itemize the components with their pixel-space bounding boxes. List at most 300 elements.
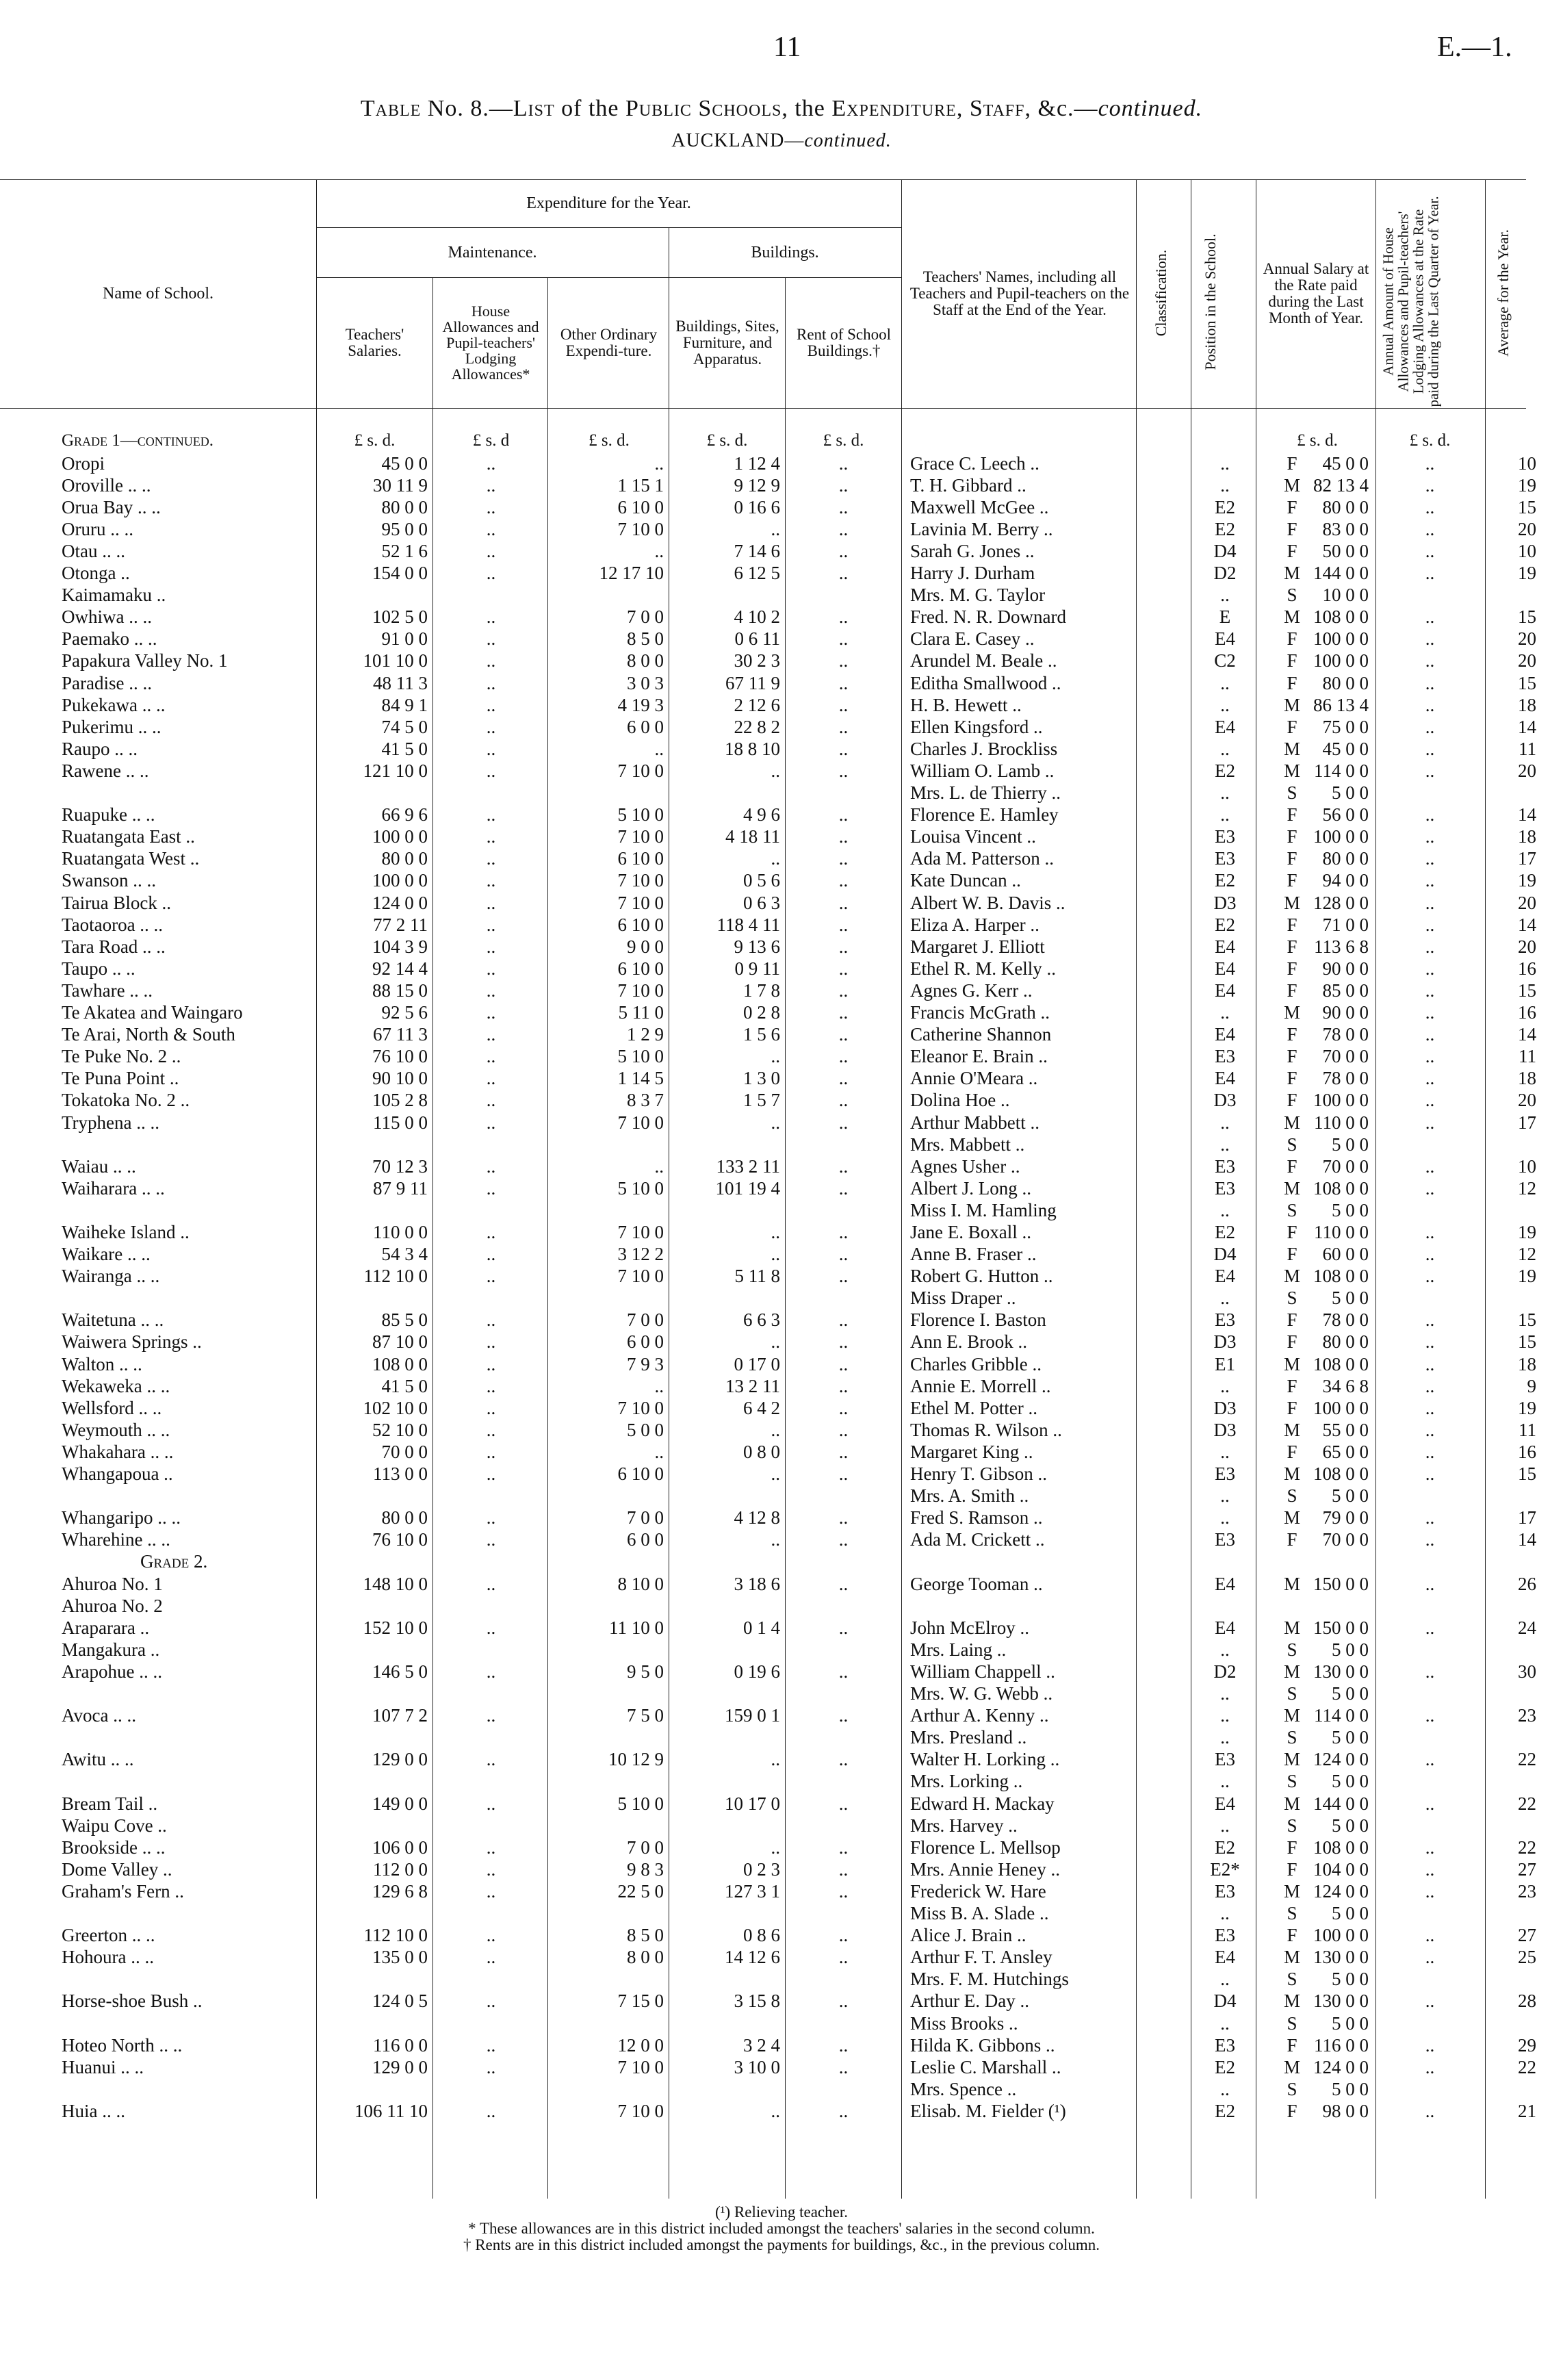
salary-cell: 5 0 0	[1332, 1771, 1369, 1791]
house-cell: ..	[486, 1881, 496, 1902]
school-name: Paradise .. ..	[62, 673, 152, 693]
position-cell: F	[1287, 980, 1297, 1001]
salary-cell: 78 0 0	[1322, 1068, 1369, 1088]
average-cell: 15	[1518, 497, 1536, 517]
salary-cell: 110 0 0	[1314, 1222, 1369, 1242]
teacher-name-cell: Mrs. Harvey ..	[910, 1815, 1018, 1836]
salaries-cell: 102 10 0	[363, 1398, 428, 1418]
salary-cell: 86 13 4	[1313, 695, 1369, 715]
buildings-cell: 5 11 8	[734, 1266, 780, 1286]
average-cell: 20	[1518, 760, 1536, 781]
buildings-cell: 3 10 0	[734, 2057, 780, 2077]
position-cell: S	[1287, 1200, 1297, 1220]
salary-cell: 124 0 0	[1313, 1881, 1369, 1902]
teacher-name-cell: Arthur F. T. Ansley	[910, 1947, 1052, 1967]
salaries-cell: 87 9 11	[373, 1178, 428, 1199]
other-cell: 1 15 1	[617, 475, 664, 496]
position-cell: F	[1287, 2101, 1297, 2121]
other-cell: 7 10 0	[617, 1266, 664, 1286]
classification-cell: ..	[1220, 1376, 1230, 1396]
rent-cell: ..	[838, 1793, 849, 1814]
table-row	[0, 1134, 1563, 1155]
house-cell: ..	[486, 541, 496, 561]
buildings-cell: 118 4 11	[716, 914, 780, 935]
rent-cell: ..	[838, 1463, 849, 1484]
rent-cell: ..	[838, 1090, 849, 1110]
position-cell: M	[1283, 475, 1300, 496]
table-row	[0, 1243, 1563, 1265]
house-cell: ..	[486, 563, 496, 583]
school-name: Whakahara .. ..	[62, 1442, 174, 1462]
school-name: Wekaweka .. ..	[62, 1376, 170, 1396]
position-cell: F	[1287, 1376, 1297, 1396]
classification-cell: E3	[1215, 848, 1235, 869]
average-cell: 17	[1518, 1507, 1536, 1528]
salary-cell: 80 0 0	[1322, 1331, 1369, 1352]
rent-cell: ..	[838, 717, 849, 737]
rent-cell: ..	[838, 1266, 849, 1286]
header-buildings: Buildings.	[751, 243, 819, 261]
average-cell: 27	[1518, 1859, 1536, 1880]
rent-cell: ..	[838, 958, 849, 979]
other-cell: 7 0 0	[627, 1507, 664, 1528]
allowance-cell: ..	[1425, 1859, 1435, 1880]
table-title	[0, 96, 1563, 122]
teacher-name-cell: Mrs. F. M. Hutchings	[910, 1969, 1069, 1989]
table-row	[0, 804, 1563, 826]
subtitle-continued: continued.	[804, 130, 892, 151]
position-cell: F	[1287, 848, 1297, 869]
classification-cell: ..	[1220, 782, 1230, 803]
table-row	[0, 1221, 1563, 1243]
classification-cell: ..	[1220, 1485, 1230, 1506]
average-cell: 18	[1518, 826, 1536, 847]
table-row	[0, 1617, 1563, 1639]
buildings-cell: 0 8 6	[743, 1925, 780, 1945]
allowance-cell: ..	[1425, 1507, 1435, 1528]
buildings-cell: 127 3 1	[725, 1881, 780, 1902]
house-cell: ..	[486, 1925, 496, 1945]
currency-unit: £ s. d.	[1409, 431, 1451, 450]
school-name: Owhiwa .. ..	[62, 606, 152, 627]
table-row	[0, 2056, 1563, 2078]
average-cell: 20	[1518, 1090, 1536, 1110]
other-cell: 7 10 0	[617, 893, 664, 913]
house-cell: ..	[486, 980, 496, 1001]
salary-cell: 78 0 0	[1322, 1024, 1369, 1045]
salaries-cell: 106 11 10	[354, 2101, 428, 2121]
allowance-cell: ..	[1425, 1068, 1435, 1088]
rent-cell: ..	[838, 1529, 849, 1550]
classification-cell: ..	[1220, 1288, 1230, 1308]
title-of1: of the	[554, 96, 625, 121]
other-cell: ..	[654, 739, 664, 759]
allowance-cell: ..	[1425, 1574, 1435, 1594]
buildings-cell: 13 2 11	[725, 1376, 780, 1396]
teacher-name-cell: William O. Lamb ..	[910, 760, 1055, 781]
allowance-cell: ..	[1425, 695, 1435, 715]
rent-cell: ..	[838, 1398, 849, 1418]
buildings-cell: 133 2 11	[716, 1156, 780, 1177]
table-row	[0, 847, 1563, 869]
table-row	[0, 869, 1563, 891]
footnote-relieving: (¹) Relieving teacher.	[714, 2203, 848, 2221]
allowance-cell: ..	[1425, 1617, 1435, 1638]
salaries-cell: 74 5 0	[381, 717, 428, 737]
salary-cell: 80 0 0	[1322, 848, 1369, 869]
salary-cell: 5 0 0	[1332, 1200, 1369, 1220]
position-cell: F	[1287, 804, 1297, 825]
table-row	[0, 1287, 1563, 1309]
house-cell: ..	[486, 804, 496, 825]
salary-cell: 70 0 0	[1322, 1046, 1369, 1066]
classification-cell: ..	[1220, 1903, 1230, 1923]
school-name: Wellsford .. ..	[62, 1398, 162, 1418]
table-row	[0, 936, 1563, 958]
school-name: Arapohue .. ..	[62, 1661, 162, 1682]
house-cell: ..	[486, 1398, 496, 1418]
buildings-cell: 1 12 4	[734, 453, 780, 474]
buildings-cell: ..	[771, 1420, 780, 1440]
average-cell: 20	[1518, 936, 1536, 957]
header-buildings-sites: Buildings, Sites, Furniture, and Apparatus.	[675, 317, 779, 368]
rent-cell: ..	[838, 541, 849, 561]
classification-cell: ..	[1220, 1705, 1230, 1726]
position-cell: F	[1287, 673, 1297, 693]
other-cell: 5 10 0	[617, 1046, 664, 1066]
average-cell: 19	[1518, 475, 1536, 496]
buildings-cell: 6 6 3	[743, 1309, 780, 1330]
buildings-cell: 0 8 0	[743, 1442, 780, 1462]
table-row	[0, 1902, 1563, 1924]
average-cell: 14	[1518, 717, 1536, 737]
position-cell: S	[1287, 1639, 1297, 1660]
position-cell: F	[1287, 717, 1297, 737]
rent-cell: ..	[838, 1222, 849, 1242]
rent-cell: ..	[838, 453, 849, 474]
other-cell: 6 10 0	[617, 848, 664, 869]
other-cell: 6 0 0	[627, 1529, 664, 1550]
average-cell: 16	[1518, 1002, 1536, 1023]
classification-cell: C2	[1214, 650, 1236, 671]
house-cell: ..	[486, 1947, 496, 1967]
rent-cell: ..	[838, 1331, 849, 1352]
salary-cell: 90 0 0	[1322, 958, 1369, 979]
allowance-cell: ..	[1425, 914, 1435, 935]
house-cell: ..	[486, 2057, 496, 2077]
other-cell: ..	[654, 1442, 664, 1462]
school-name: Waiwera Springs ..	[62, 1331, 202, 1352]
school-name: Raupo .. ..	[62, 739, 138, 759]
table-row	[0, 1968, 1563, 1990]
average-cell: 22	[1518, 2057, 1536, 2077]
average-cell: 10	[1518, 1156, 1536, 1177]
table-row	[0, 1199, 1563, 1221]
table-row	[0, 1661, 1563, 1682]
rent-cell: ..	[838, 1705, 849, 1726]
position-cell: S	[1287, 1485, 1297, 1506]
salary-cell: 100 0 0	[1313, 1090, 1369, 1110]
teacher-name-cell: Ada M. Patterson ..	[910, 848, 1054, 869]
table-row	[0, 2100, 1563, 2122]
salaries-cell: 124 0 5	[372, 1991, 428, 2011]
other-cell: 7 15 0	[617, 1991, 664, 2011]
table-row	[0, 1023, 1563, 1045]
allowance-cell: ..	[1425, 1881, 1435, 1902]
salary-cell: 5 0 0	[1332, 782, 1369, 803]
house-cell: ..	[486, 695, 496, 715]
salary-cell: 70 0 0	[1322, 1156, 1369, 1177]
position-cell: F	[1287, 1068, 1297, 1088]
school-name: Pukerimu .. ..	[62, 717, 162, 737]
salary-cell: 130 0 0	[1313, 1661, 1369, 1682]
table-row	[0, 584, 1563, 606]
classification-cell: E	[1219, 606, 1231, 627]
allowance-cell: ..	[1425, 848, 1435, 869]
salaries-cell: 112 10 0	[363, 1266, 428, 1286]
rent-cell: ..	[838, 826, 849, 847]
other-cell: 7 10 0	[617, 826, 664, 847]
classification-cell: ..	[1220, 1639, 1230, 1660]
school-name: Te Akatea and Waingaro	[62, 1002, 243, 1023]
allowance-cell: ..	[1425, 1331, 1435, 1352]
teacher-name-cell: Walter H. Lorking ..	[910, 1749, 1060, 1769]
position-cell: F	[1287, 1837, 1297, 1858]
salary-cell: 114 0 0	[1314, 1705, 1369, 1726]
header-other-expenditure: Other Ordinary Expendi-ture.	[560, 325, 658, 359]
salaries-cell: 104 3 9	[372, 936, 428, 957]
position-cell: M	[1283, 2057, 1300, 2077]
house-cell: ..	[486, 739, 496, 759]
allowance-cell: ..	[1425, 563, 1435, 583]
position-cell: S	[1287, 1134, 1297, 1155]
teacher-name-cell: Catherine Shannon	[910, 1024, 1052, 1045]
table-row	[0, 694, 1563, 716]
classification-cell: ..	[1220, 1727, 1230, 1748]
rent-cell: ..	[838, 1881, 849, 1902]
school-name: Graham's Fern ..	[62, 1881, 184, 1902]
classification-cell: E3	[1215, 1881, 1235, 1902]
position-cell: S	[1287, 1683, 1297, 1704]
table-row	[0, 782, 1563, 804]
currency-unit: £ s. d	[472, 431, 510, 450]
rent-cell: ..	[838, 497, 849, 517]
buildings-cell: ..	[771, 760, 780, 781]
salaries-cell: 154 0 0	[372, 563, 428, 583]
header-annual-allowances: Annual Amount of House Allowances and Pupil-teachers' Lodging Allowances at the Rate paid during the Last Quarter of Year.	[1380, 196, 1442, 407]
house-cell: ..	[486, 870, 496, 891]
position-cell: M	[1283, 1002, 1300, 1023]
house-cell: ..	[486, 1574, 496, 1594]
other-cell: 6 10 0	[617, 1463, 664, 1484]
title-etc: , &c.—	[1024, 96, 1098, 121]
school-name: Bream Tail ..	[62, 1793, 158, 1814]
salary-cell: 108 0 0	[1313, 1463, 1369, 1484]
average-cell: 14	[1518, 1024, 1536, 1045]
teacher-name-cell: Charles J. Brockliss	[910, 739, 1058, 759]
classification-cell: E2	[1215, 870, 1235, 891]
teacher-name-cell: T. H. Gibbard ..	[910, 475, 1026, 496]
section-grade-1: Grade 1—continued.	[62, 431, 214, 450]
salaries-cell: 67 11 3	[373, 1024, 428, 1045]
other-cell: 7 10 0	[617, 1112, 664, 1133]
average-cell: 15	[1518, 980, 1536, 1001]
teacher-name-cell: Eliza A. Harper ..	[910, 914, 1039, 935]
table-row	[0, 1770, 1563, 1792]
position-cell: F	[1287, 650, 1297, 671]
allowance-cell: ..	[1425, 1925, 1435, 1945]
rent-cell: ..	[838, 1068, 849, 1088]
buildings-cell: 0 5 6	[743, 870, 780, 891]
salary-cell: 5 0 0	[1332, 1903, 1369, 1923]
classification-cell: D3	[1213, 893, 1237, 913]
other-cell: 1 14 5	[617, 1068, 664, 1088]
teacher-name-cell: Elisab. M. Fielder (¹)	[910, 2101, 1066, 2121]
salary-cell: 5 0 0	[1332, 2013, 1369, 2034]
house-cell: ..	[486, 1749, 496, 1769]
salaries-cell: 52 10 0	[372, 1420, 428, 1440]
buildings-cell: 7 14 6	[734, 541, 780, 561]
classification-cell: E3	[1215, 1178, 1235, 1199]
teacher-name-cell: Leslie C. Marshall ..	[910, 2057, 1061, 2077]
table-row	[0, 1507, 1563, 1528]
other-cell: 7 10 0	[617, 1398, 664, 1418]
salaries-cell: 54 3 4	[381, 1244, 428, 1264]
table-row	[0, 1441, 1563, 1463]
header-annual-salary: Annual Salary at the Rate paid during the Last Month of Year.	[1263, 260, 1369, 327]
house-cell: ..	[486, 1529, 496, 1550]
classification-cell: D4	[1213, 1244, 1237, 1264]
teacher-name-cell: Frederick W. Hare	[910, 1881, 1046, 1902]
salaries-cell: 110 0 0	[373, 1222, 428, 1242]
rent-cell: ..	[838, 914, 849, 935]
table-row	[0, 2078, 1563, 2100]
average-cell: 16	[1518, 958, 1536, 979]
position-cell: M	[1283, 1507, 1300, 1528]
table-row	[0, 1089, 1563, 1111]
other-cell: ..	[654, 453, 664, 474]
teacher-name-cell: Ethel M. Potter ..	[910, 1398, 1037, 1418]
header-maintenance: Maintenance.	[448, 243, 537, 261]
average-cell: 20	[1518, 650, 1536, 671]
salary-cell: 108 0 0	[1313, 1354, 1369, 1374]
salaries-cell: 77 2 11	[373, 914, 428, 935]
allowance-cell: ..	[1425, 2101, 1435, 2121]
position-cell: M	[1283, 1793, 1300, 1814]
allowance-cell: ..	[1425, 1178, 1435, 1199]
other-cell: 7 10 0	[617, 980, 664, 1001]
average-cell: 28	[1518, 1991, 1536, 2011]
house-cell: ..	[486, 1354, 496, 1374]
position-cell: S	[1287, 782, 1297, 803]
table-row	[0, 1858, 1563, 1880]
teacher-name-cell: Alice J. Brain ..	[910, 1925, 1026, 1945]
salaries-cell: 91 0 0	[381, 628, 428, 649]
other-cell: 5 10 0	[617, 1178, 664, 1199]
other-cell: 7 10 0	[617, 519, 664, 539]
salary-cell: 100 0 0	[1313, 1925, 1369, 1945]
allowance-cell: ..	[1425, 541, 1435, 561]
salary-cell: 116 0 0	[1314, 2035, 1369, 2056]
salary-cell: 45 0 0	[1322, 453, 1369, 474]
average-cell: 19	[1518, 1266, 1536, 1286]
teacher-name-cell: Hilda K. Gibbons ..	[910, 2035, 1055, 2056]
house-cell: ..	[486, 1661, 496, 1682]
salary-cell: 82 13 4	[1313, 475, 1369, 496]
other-cell: 3 12 2	[617, 1244, 664, 1264]
salary-cell: 144 0 0	[1313, 1793, 1369, 1814]
teacher-name-cell: George Tooman ..	[910, 1574, 1043, 1594]
salary-cell: 65 0 0	[1322, 1442, 1369, 1462]
section-row	[0, 1550, 1563, 1572]
average-cell: 15	[1518, 673, 1536, 693]
table-row	[0, 1001, 1563, 1023]
table-row	[0, 1353, 1563, 1375]
average-cell: 21	[1518, 2101, 1536, 2121]
table-row	[0, 2034, 1563, 2056]
house-cell: ..	[486, 628, 496, 649]
rent-cell: ..	[838, 1991, 849, 2011]
salaries-cell: 90 10 0	[372, 1068, 428, 1088]
table-row	[0, 1748, 1563, 1770]
salary-cell: 5 0 0	[1332, 1288, 1369, 1308]
classification-cell: E2	[1215, 497, 1235, 517]
classification-cell: E3	[1215, 1463, 1235, 1484]
school-name: Araparara ..	[62, 1617, 150, 1638]
salary-cell: 104 0 0	[1313, 1859, 1369, 1880]
other-cell: 7 10 0	[617, 2101, 664, 2121]
buildings-cell: ..	[771, 1222, 780, 1242]
house-cell: ..	[486, 1090, 496, 1110]
allowance-cell: ..	[1425, 1046, 1435, 1066]
average-cell: 20	[1518, 519, 1536, 539]
average-cell: 20	[1518, 628, 1536, 649]
average-cell: 18	[1518, 1354, 1536, 1374]
currency-unit: £ s. d.	[589, 431, 630, 450]
classification-cell: E3	[1215, 1749, 1235, 1769]
rent-cell: ..	[838, 1112, 849, 1133]
salaries-cell: 80 0 0	[381, 1507, 428, 1528]
school-name: Ahuroa No. 2	[62, 1596, 163, 1616]
teacher-name-cell: Arundel M. Beale ..	[910, 650, 1057, 671]
classification-cell: E1	[1215, 1354, 1235, 1374]
salary-cell: 5 0 0	[1332, 1815, 1369, 1836]
allowance-cell: ..	[1425, 1398, 1435, 1418]
teacher-name-cell: Annie E. Morrell ..	[910, 1376, 1051, 1396]
house-cell: ..	[486, 1463, 496, 1484]
salary-cell: 144 0 0	[1313, 563, 1369, 583]
school-name: Waiharara .. ..	[62, 1178, 165, 1199]
house-cell: ..	[486, 519, 496, 539]
classification-cell: ..	[1220, 804, 1230, 825]
classification-cell: E3	[1215, 1529, 1235, 1550]
teacher-name-cell: Dolina Hoe ..	[910, 1090, 1010, 1110]
salaries-cell: 80 0 0	[381, 497, 428, 517]
salaries-cell: 92 5 6	[381, 1002, 428, 1023]
teacher-name-cell: Louisa Vincent ..	[910, 826, 1036, 847]
buildings-cell: 4 9 6	[743, 804, 780, 825]
school-name: Huanui .. ..	[62, 2057, 144, 2077]
allowance-cell: ..	[1425, 1244, 1435, 1264]
teacher-name-cell: Arthur Mabbett ..	[910, 1112, 1039, 1133]
classification-cell: ..	[1220, 1507, 1230, 1528]
average-cell: 14	[1518, 804, 1536, 825]
table-row	[0, 1375, 1563, 1397]
teacher-name-cell: Charles Gribble ..	[910, 1354, 1042, 1374]
table-row	[0, 1924, 1563, 1946]
position-cell: M	[1283, 1947, 1300, 1967]
average-cell: 26	[1518, 1574, 1536, 1594]
